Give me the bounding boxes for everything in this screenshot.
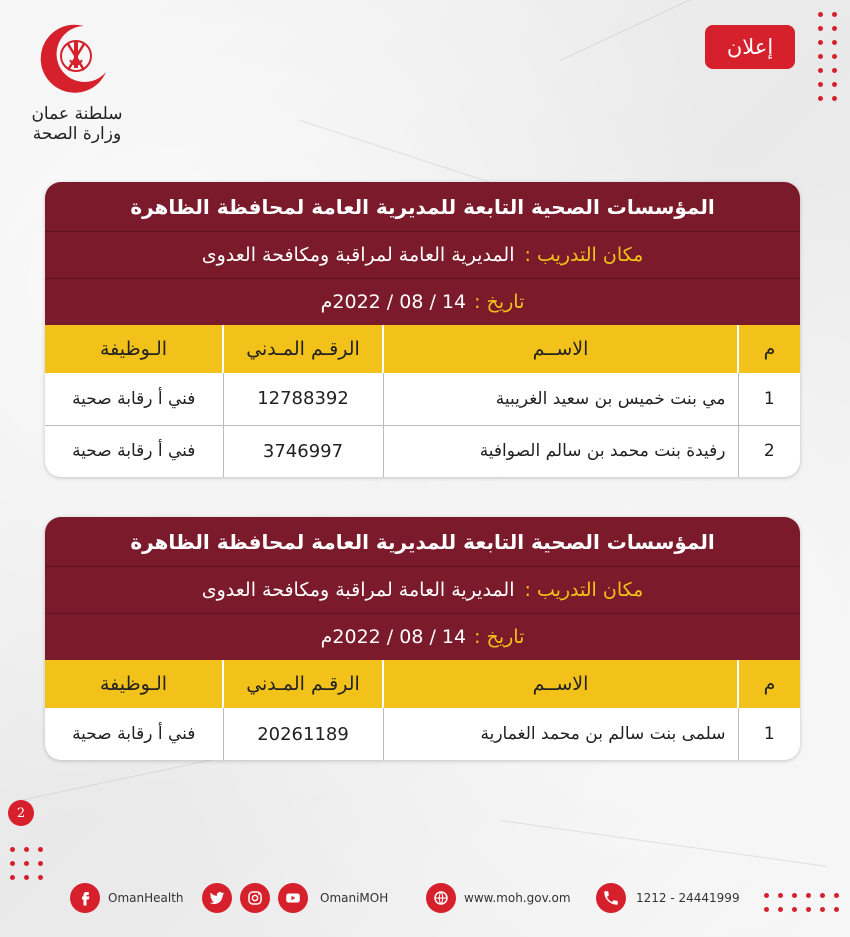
trainees-table xyxy=(45,325,800,477)
table-row xyxy=(45,373,800,425)
background-vein xyxy=(500,820,827,867)
row-name: رفيدة بنت محمد بن سالم الصوافية xyxy=(383,425,738,477)
row-num: 1 xyxy=(738,373,800,425)
row-job: فني أ رقابة صحية xyxy=(72,724,196,744)
phone-number[interactable]: 1212 - 24441999 xyxy=(636,891,740,905)
header-name: الاســم xyxy=(383,325,738,373)
footer-facebook[interactable] xyxy=(70,882,184,914)
row-job: فني أ رقابة صحية xyxy=(45,425,223,477)
table-row xyxy=(45,708,800,760)
logo-line-sultanate: سلطنة عمان xyxy=(31,104,123,124)
logo-line-ministry: وزارة الصحة xyxy=(32,124,122,144)
training-place-label: مكان التدريب : xyxy=(524,244,644,266)
card-header xyxy=(45,182,800,325)
date-row xyxy=(45,279,800,325)
header-civil-id: الرقـم المـدني xyxy=(223,325,383,373)
card-header xyxy=(45,517,800,660)
row-name: سلمى بنت سالم بن محمد الغمارية xyxy=(383,708,738,760)
card-title: المؤسسات الصحية التابعة للمديرية العامة لمحافظة الظاهرة xyxy=(45,517,800,567)
oman-crescent-emblem-icon xyxy=(36,20,112,96)
globe-icon[interactable] xyxy=(426,883,456,913)
header-civil-id: الرقـم المـدني xyxy=(223,660,383,708)
table-header-row xyxy=(45,660,800,708)
website-url[interactable]: www.moh.gov.om xyxy=(464,891,571,905)
training-place-value: المديرية العامة لمراقبة ومكافحة العدوى xyxy=(201,244,515,266)
trainees-table xyxy=(45,660,800,760)
youtube-icon[interactable] xyxy=(278,883,308,913)
row-civil-id: 20261189 xyxy=(223,708,383,760)
row-civil-id: 3746997 xyxy=(223,425,383,477)
header-name: الاســم xyxy=(383,660,738,708)
date-label: تاريخ : xyxy=(474,626,525,648)
announcement-badge: إعلان xyxy=(705,25,795,69)
logo-text xyxy=(22,104,132,144)
card-title: المؤسسات الصحية التابعة للمديرية العامة لمحافظة الظاهرة xyxy=(45,182,800,232)
decorative-dots xyxy=(10,847,43,880)
training-card-1 xyxy=(45,182,800,477)
date-label: تاريخ : xyxy=(474,291,525,313)
training-place-value: المديرية العامة لمراقبة ومكافحة العدوى xyxy=(201,579,515,601)
date-value: 14 / 08 / 2022م xyxy=(320,626,467,648)
row-num: 1 xyxy=(738,708,800,760)
header-num: م xyxy=(738,660,800,708)
decorative-dots xyxy=(764,893,839,912)
footer-phone[interactable] xyxy=(596,882,740,914)
training-card-2 xyxy=(45,517,800,760)
header-num: م xyxy=(738,325,800,373)
ministry-logo xyxy=(22,12,132,147)
facebook-icon[interactable] xyxy=(70,883,100,913)
instagram-icon[interactable] xyxy=(240,883,270,913)
facebook-handle[interactable]: OmanHealth xyxy=(108,891,184,905)
training-place-row xyxy=(45,232,800,279)
row-civil-id: 12788392 xyxy=(223,373,383,425)
table-row xyxy=(45,425,800,477)
decorative-dots xyxy=(818,12,837,101)
footer-website[interactable] xyxy=(426,882,571,914)
date-value: 14 / 08 / 2022م xyxy=(320,291,467,313)
header-job: الـوظيفة xyxy=(45,325,223,373)
date-row xyxy=(45,614,800,660)
row-name: مي بنت خميس بن سعيد الغريبية xyxy=(383,373,738,425)
training-place-row xyxy=(45,567,800,614)
row-job: فني أ رقابة صحية xyxy=(72,388,196,409)
social-handle[interactable]: OmaniMOH xyxy=(320,891,389,905)
footer-social xyxy=(202,882,388,914)
phone-icon[interactable] xyxy=(596,883,626,913)
page-number: 2 xyxy=(8,800,34,826)
twitter-icon[interactable] xyxy=(202,883,232,913)
table-header-row xyxy=(45,325,800,373)
header-job: الـوظيفة xyxy=(45,660,223,708)
training-place-label: مكان التدريب : xyxy=(524,579,644,601)
row-num: 2 xyxy=(738,425,800,477)
